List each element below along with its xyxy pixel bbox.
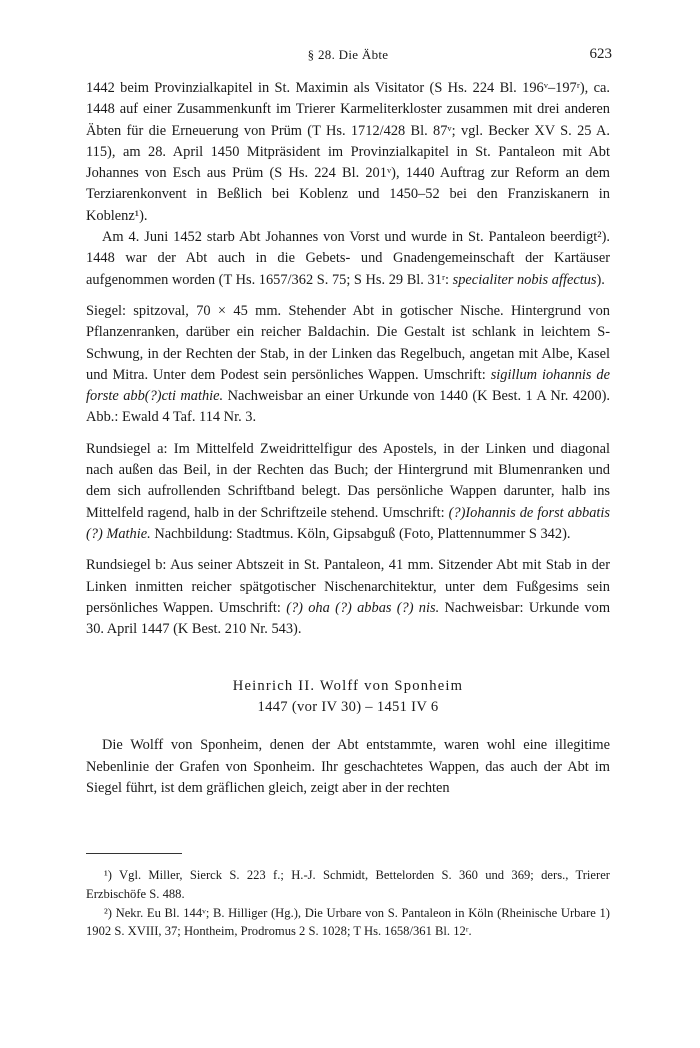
- running-header: [86, 47, 610, 67]
- main-text: [86, 78, 610, 799]
- paragraph-family: Die Wolff von Sponheim, denen der Abt entstammte, waren wohl eine illegitime Nebenlinie der Grafen von Sponheim. Ihr geschachtetes Wappen, das auch der Abt im Siegel führt, ist dem gräflichen gleich, zeigt aber in der rechten: [86, 737, 610, 797]
- paragraph-death: Am 4. Juni 1452 starb Abt Johannes von Vorst und wurde in St. Pantaleon beerdigt²). 1448 war der Abt auch in die Gebets- und Gnadengemeinschaft der Kartäuser aufgenommen worden (T Hs. 1657/362 S. 75; S Hs. 29 Bl. 31ʳ: specialiter nobis affectus).: [86, 229, 610, 288]
- page-number: 623: [589, 46, 612, 62]
- section-heading-dates: 1447 (vor IV 30) – 1451 IV 6: [257, 699, 439, 716]
- section-heading-name: Heinrich II. Wolff von Sponheim: [232, 678, 464, 695]
- footnote-rule: [86, 853, 182, 854]
- footnotes: [86, 866, 610, 941]
- footnote-2: ²) Nekr. Eu Bl. 144ᵛ; B. Hilliger (Hg.), Die Urbare von S. Pantaleon in Köln (Rheinische Urbare 1) 1902 S. XVIII, 37; Hontheim, Prodromus 2 S. 1028; T Hs. 1658/361 Bl. 12ʳ.: [86, 905, 610, 939]
- running-title: § 28. Die Äbte: [307, 47, 389, 62]
- paragraph-round-seal-a: Rundsiegel a: Im Mittelfeld Zweidrittelfigur des Apostels, in der Linken und diagonal nach außen das Beil, in der Rechten das Buch; der Hintergrund mit Blumenranken und dem sich aufrollenden Schriftband belegt. Das persönliche Wappen darunter, halb ins Mittelfeld ragend, halb in der Schriftzeile stehend. Umschrift: (?)Iohannis de forst abbatis (?) Mathie. Nachbildung: Stadtmus. Köln, Gipsabguß (Foto, Plattennummer S 342).: [86, 440, 611, 542]
- paragraph-visitation: 1442 beim Provinzialkapitel in St. Maximin als Visitator (S Hs. 224 Bl. 196ᵛ–197ʳ), ca. 1448 auf einer Zusammenkunft im Trierer Karmeliterkloster zusammen mit drei anderen Äbten für die Erneuerung von Prüm (T Hs. 1712/428 Bl. 87ᵛ; vgl. Becker XV S. 25 A. 115), am 28. April 1450 Mitpräsident im Provinzialkapitel in St. Pantaleon mit Abt Johannes von Esch aus Prüm (S Hs. 224 Bl. 201ᵛ), 1440 Auftrag zur Reform an dem Terziarenkonvent in Beßlich bei Koblenz und 1450–52 bei den Franziskanern in Koblenz¹).: [86, 80, 610, 224]
- paragraph-round-seal-b: Rundsiegel b: Aus seiner Abtszeit in St. Pantaleon, 41 mm. Sitzender Abt mit Stab in der Linken inmitten reicher spätgotischer Nischenarchitektur, unter dem Fußgesims sein persönliches Wappen. Umschrift: (?) oha (?) abbas (?) nis. Nachweisbar: Urkunde vom 30. April 1447 (K Best. 210 Nr. 543).: [86, 557, 611, 638]
- paragraph-seal: Siegel: spitzoval, 70 × 45 mm. Stehender Abt in gotischer Nische. Hintergrund von Pflanzenranken, darüber ein reicher Baldachin. Die Gestalt ist schlank in leichtem S-Schwung, in der Rechten der Stab, in der Linken das Regelbuch, angetan mit Albe, Kasel und Mitra. Unter dem Podest sein persönliches Wappen. Umschrift: sigillum iohannis de forste abb(?)cti mathie. Nachweisbar an einer Urkunde von 1440 (K Best. 1 A Nr. 4200). Abb.: Ewald 4 Taf. 114 Nr. 3.: [86, 302, 610, 426]
- footnote-1: ¹) Vgl. Miller, Sierck S. 223 f.; H.-J. Schmidt, Bettelorden S. 360 und 369; ders., Trierer Erzbischöfe S. 488.: [86, 868, 610, 901]
